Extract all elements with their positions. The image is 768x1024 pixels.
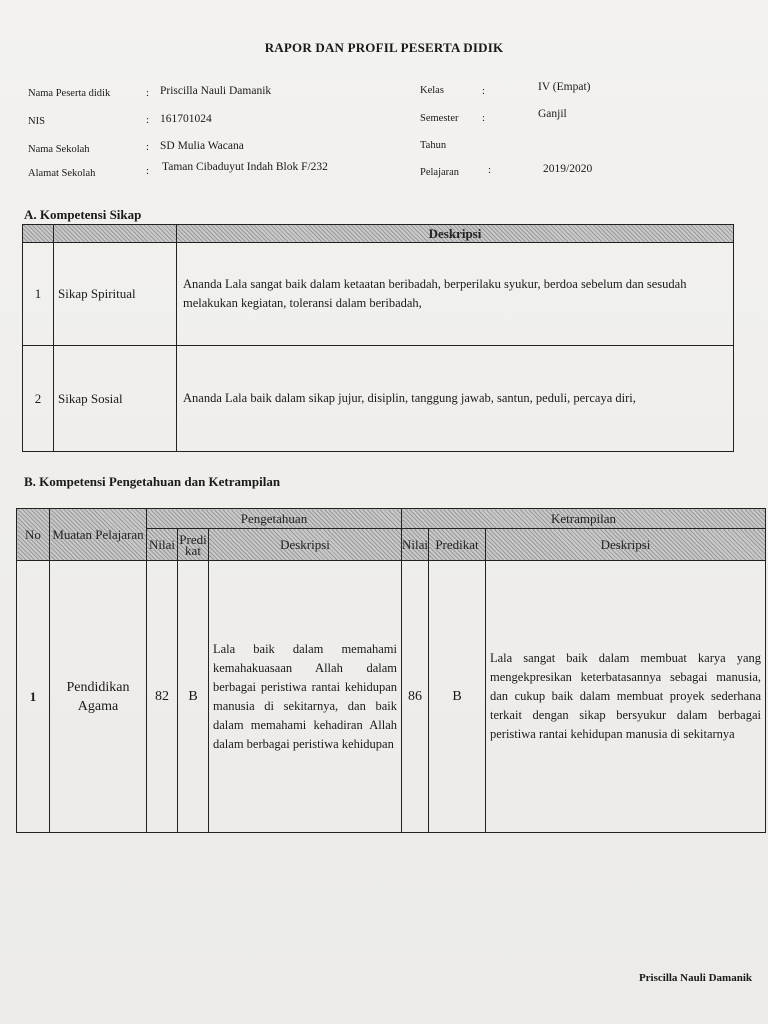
knowledge-predicate-header: Predi kat — [178, 529, 209, 561]
knowledge-header: Pengetahuan — [147, 509, 402, 529]
colon: : — [482, 112, 486, 124]
colon: : — [482, 85, 486, 97]
student-name-label: Nama Peserta didik — [28, 88, 111, 99]
nis-value: 161701024 — [160, 113, 212, 125]
year-label-line1: Tahun — [420, 140, 447, 151]
colon: : — [146, 114, 150, 126]
colon: : — [488, 164, 492, 176]
class-value: IV (Empat) — [538, 81, 591, 93]
colon: : — [146, 141, 150, 153]
student-name-value: Priscilla Nauli Damanik — [160, 85, 272, 97]
section-b-heading: B. Kompetensi Pengetahuan dan Ketrampilan — [24, 474, 281, 489]
attitude-table — [22, 224, 734, 452]
school-name-label: Nama Sekolah — [28, 144, 90, 155]
knowledge-skills-table — [16, 508, 766, 833]
nis-label: NIS — [28, 116, 45, 127]
subject-header: Muatan Pelajaran — [50, 509, 147, 561]
year-value: 2019/2020 — [543, 163, 593, 175]
header-blank — [54, 225, 177, 243]
skills-predicate-header: Predikat — [429, 529, 486, 561]
class-label: Kelas — [420, 85, 444, 96]
row-number: 1 — [23, 243, 54, 346]
row-number: 2 — [23, 346, 54, 452]
school-name-value: SD Mulia Wacana — [160, 140, 244, 152]
semester-label: Semester — [420, 113, 459, 124]
skills-predicate: B — [429, 561, 486, 833]
year-label-line2: Pelajaran — [420, 167, 460, 178]
attitude-description: Ananda Lala baik dalam sikap jujur, disiplin, tanggung jawab, santun, peduli, percaya diri, — [177, 346, 734, 452]
skills-description-header: Deskripsi — [486, 529, 766, 561]
attitude-aspect: Sikap Sosial — [54, 346, 177, 452]
knowledge-score-header: Nilai — [147, 529, 178, 561]
knowledge-predicate: B — [178, 561, 209, 833]
signature-name: Priscilla Nauli Damanik — [638, 972, 752, 984]
knowledge-description-header: Deskripsi — [209, 529, 402, 561]
subject-name: Pendidikan Agama — [50, 561, 147, 833]
page-title: RAPOR DAN PROFIL PESERTA DIDIK — [264, 40, 504, 55]
skills-description: Lala sangat baik dalam membuat karya yang mengekpresikan keterbatasannya sebagai manusia, dan cukup baik dalam membuat proyek sederhana terkait dengan sikap bersyukur dalam berbagai peristiwa rantai kehidupan manusia di sekitarnya — [486, 561, 766, 833]
table-row — [23, 243, 734, 346]
semester-value: Ganjil — [538, 108, 567, 120]
knowledge-description: Lala baik dalam memahami kemahakuasaan Allah dalam berbagai peristiwa rantai kehidupan manusia di sekitarnya, dan baik dalam memahami kehadiran Allah dalam berbagai peristiwa kehidupan — [209, 561, 402, 833]
skills-score-header: Nilai — [402, 529, 429, 561]
skills-header: Ketrampilan — [402, 509, 766, 529]
description-header: Deskripsi — [177, 225, 734, 243]
no-header: No — [17, 509, 50, 561]
section-a-heading: A. Kompetensi Sikap — [24, 207, 142, 222]
table-row — [23, 346, 734, 452]
table-row — [17, 561, 766, 833]
attitude-description: Ananda Lala sangat baik dalam ketaatan beribadah, berperilaku syukur, berdoa sebelum dan sesudah melakukan kegiatan, toleransi dalam beribadah, — [177, 243, 734, 346]
school-address-value: Taman Cibaduyut Indah Blok F/232 — [162, 161, 328, 173]
skills-score: 86 — [402, 561, 429, 833]
header-blank — [23, 225, 54, 243]
school-address-label: Alamat Sekolah — [28, 168, 96, 179]
colon: : — [146, 165, 150, 177]
knowledge-score: 82 — [147, 561, 178, 833]
attitude-aspect: Sikap Spiritual — [54, 243, 177, 346]
colon: : — [146, 87, 150, 99]
row-number: 1 — [17, 561, 50, 833]
